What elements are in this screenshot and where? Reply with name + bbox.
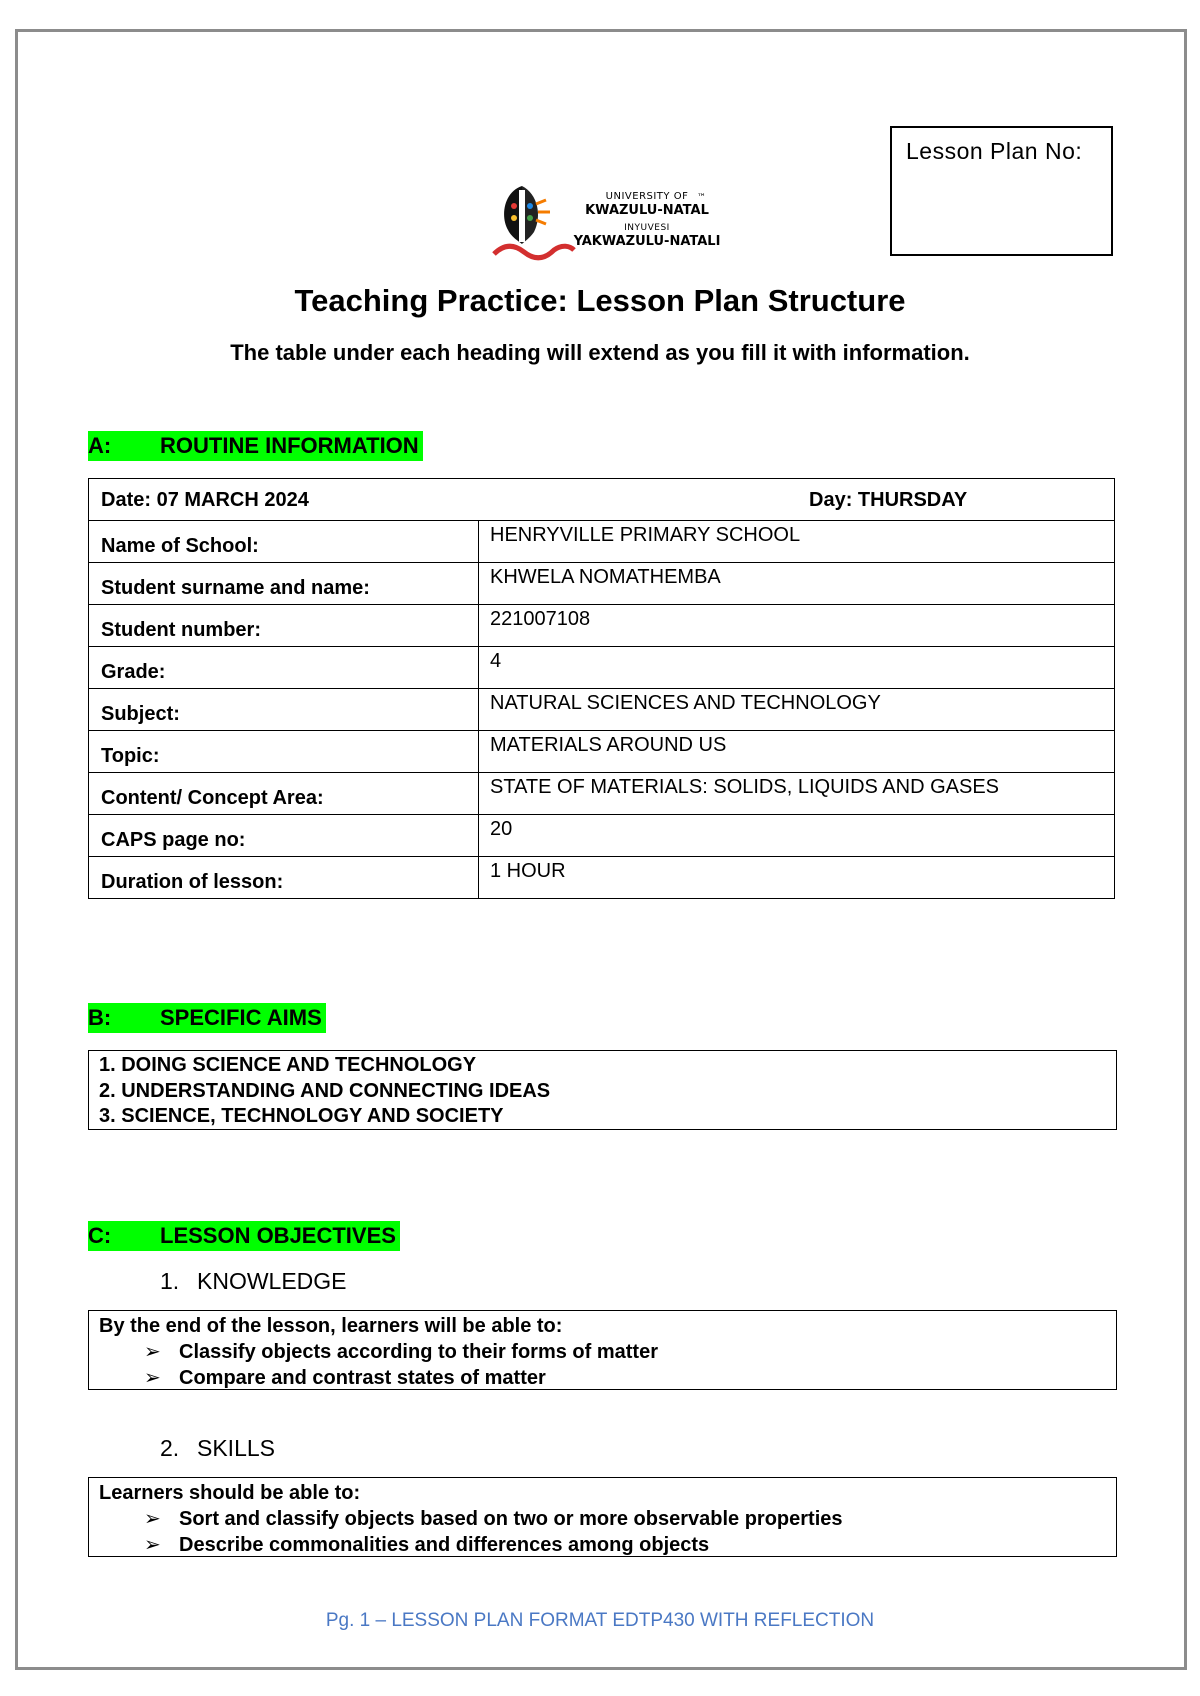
list-item-text: Sort and classify objects based on two or more observable properties — [179, 1508, 843, 1530]
section-c-letter: C: — [88, 1223, 112, 1248]
table-row — [89, 689, 1115, 731]
section-b-heading — [88, 1003, 326, 1033]
knowledge-heading — [160, 1268, 347, 1295]
table-row — [89, 857, 1115, 899]
skills-number: 2. — [160, 1435, 180, 1461]
trademark-symbol: ™ — [697, 193, 706, 203]
list-item — [99, 1532, 1116, 1558]
row-value: KHWELA NOMATHEMBA — [479, 563, 1115, 605]
list-item — [99, 1365, 1116, 1391]
row-value: 221007108 — [479, 605, 1115, 647]
list-item-text: Describe commonalities and differences among objects — [179, 1534, 710, 1556]
bullet-arrow-icon: ➢ — [144, 1508, 161, 1530]
row-label: Topic: — [89, 731, 479, 773]
list-item-text: Classify objects according to their forms of matter — [179, 1341, 658, 1363]
row-label: Content/ Concept Area: — [89, 773, 479, 815]
page-footer: Pg. 1 – LESSON PLAN FORMAT EDTP430 WITH REFLECTION — [325, 1610, 875, 1631]
knowledge-title: KNOWLEDGE — [197, 1268, 347, 1294]
table-row — [89, 479, 1115, 521]
skills-box — [88, 1477, 1117, 1557]
row-label: Student surname and name: — [89, 563, 479, 605]
section-a-letter: A: — [88, 433, 112, 458]
list-item — [99, 1506, 1116, 1532]
logo-line-1: UNIVERSITY OF — [605, 191, 689, 202]
skills-title: SKILLS — [197, 1435, 275, 1461]
knowledge-number: 1. — [160, 1268, 180, 1294]
list-item — [99, 1339, 1116, 1365]
skills-heading — [160, 1435, 275, 1462]
section-b-letter: B: — [88, 1005, 112, 1030]
specific-aims-box — [88, 1050, 1117, 1130]
bullet-arrow-icon: ➢ — [144, 1341, 161, 1363]
section-a-heading — [88, 431, 423, 461]
knowledge-box — [88, 1310, 1117, 1390]
section-a-title: ROUTINE INFORMATION — [160, 433, 419, 458]
skills-intro: Learners should be able to: — [99, 1482, 361, 1504]
row-label: Subject: — [89, 689, 479, 731]
date-text: Date: 07 MARCH 2024 — [101, 489, 309, 511]
knowledge-intro: By the end of the lesson, learners will be able to: — [99, 1315, 563, 1337]
table-row — [89, 563, 1115, 605]
row-label: Duration of lesson: — [89, 857, 479, 899]
table-row — [89, 521, 1115, 563]
row-label: Grade: — [89, 647, 479, 689]
logo-line-2: KWAZULU-NATAL — [585, 203, 709, 218]
lesson-plan-no-label: Lesson Plan No: — [906, 138, 1083, 164]
table-row — [89, 773, 1115, 815]
routine-information-table — [88, 478, 1115, 899]
logo-line-3: INYUVESI — [624, 223, 670, 233]
list-item: 2. UNDERSTANDING AND CONNECTING IDEAS — [99, 1079, 551, 1102]
document-title: Teaching Practice: Lesson Plan Structure — [294, 283, 906, 318]
list-item: 3. SCIENCE, TECHNOLOGY AND SOCIETY — [99, 1105, 504, 1127]
list-item: 1. DOING SCIENCE AND TECHNOLOGY — [99, 1054, 477, 1076]
row-value: NATURAL SCIENCES AND TECHNOLOGY — [479, 689, 1115, 731]
row-value: 20 — [479, 815, 1115, 857]
row-value: HENRYVILLE PRIMARY SCHOOL — [479, 521, 1115, 563]
bullet-arrow-icon: ➢ — [144, 1534, 161, 1556]
day-text: Day: THURSDAY — [809, 489, 968, 511]
row-value: MATERIALS AROUND US — [479, 731, 1115, 773]
section-c-heading — [88, 1221, 400, 1251]
table-row — [89, 731, 1115, 773]
row-label: Student number: — [89, 605, 479, 647]
row-value: STATE OF MATERIALS: SOLIDS, LIQUIDS AND GASES — [479, 773, 1115, 815]
section-b-title: SPECIFIC AIMS — [160, 1005, 322, 1030]
list-item-text: Compare and contrast states of matter — [179, 1367, 546, 1389]
row-label: CAPS page no: — [89, 815, 479, 857]
logo-line-4: YAKWAZULU-NATALI — [573, 234, 721, 249]
table-row — [89, 647, 1115, 689]
section-c-title: LESSON OBJECTIVES — [160, 1223, 396, 1248]
bullet-arrow-icon: ➢ — [144, 1367, 161, 1389]
lesson-plan-no-box — [890, 126, 1113, 256]
row-value: 1 HOUR — [479, 857, 1115, 899]
document-subtitle: The table under each heading will extend as you fill it with information. — [230, 340, 970, 365]
table-row — [89, 605, 1115, 647]
table-row — [89, 815, 1115, 857]
row-label: Name of School: — [89, 521, 479, 563]
date-day-cell — [89, 479, 1115, 521]
row-value: 4 — [479, 647, 1115, 689]
